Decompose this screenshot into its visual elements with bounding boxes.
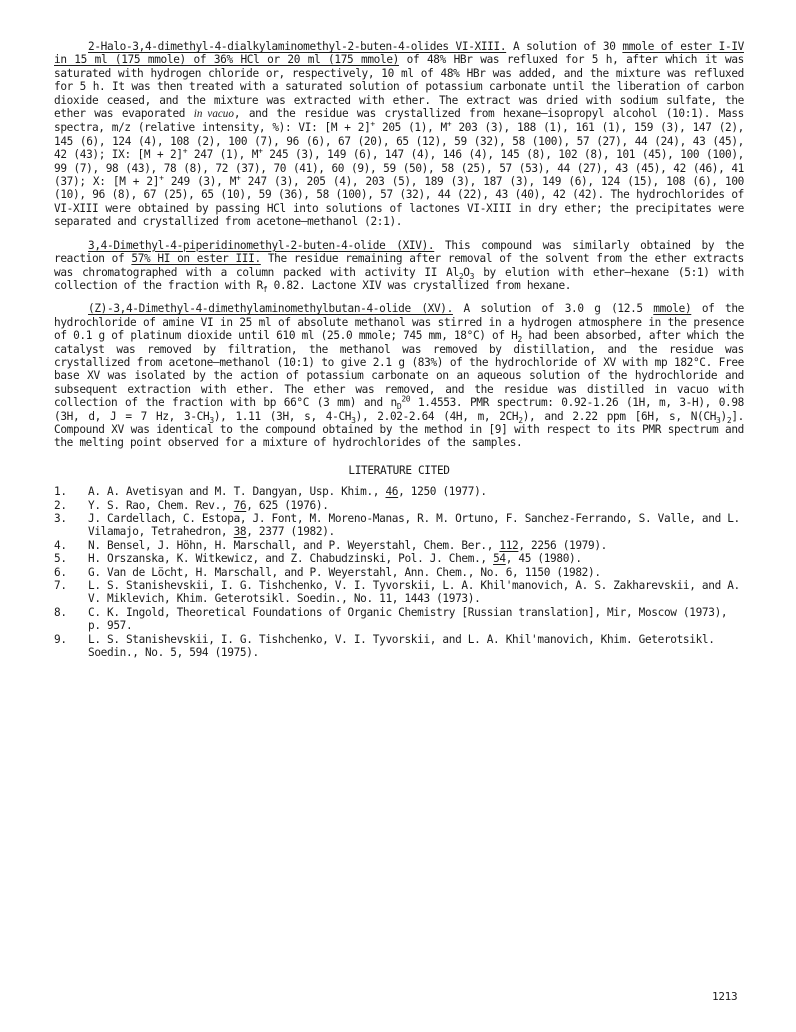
section-title-halo-butenolides: 2-Halo-3,4-dimethyl-4-dialkylaminomethyl-2-buten-4-olides VI-XIII. xyxy=(88,40,507,53)
reference-item xyxy=(54,566,744,579)
reference-item xyxy=(54,579,744,606)
paragraph-halo-butenolides: 2-Halo-3,4-dimethyl-4-dialkylaminomethyl-2-buten-4-olides VI-XIII. A solution of 30 mmole of ester I-IV in 15 ml (175 mmole) of 36% HCl or 20 ml (175 mmole) of 48% HBr was refluxed for 5 h, after which it was saturated with hydrogen chloride or, respectively, 10 ml of 48% HBr was added, and the mixture was refluxed for 5 h. It was then treated with a saturated solution of potassium carbonate until the liberation of carbon dioxide ceased, and the mixture was extracted with ether. The extract was dried with sodium sulfate, the ether was evaporated in vacuo, and the residue was crystallized from hexane–isopropyl alcohol (10:1). Mass spectra, m/z (relative intensity, %): VI: [M + 2]+ 205 (1), M+ 203 (3), 188 (1), 161 (1), 159 (3), 147 (2), 145 (6), 124 (4), 108 (2), 100 (7), 96 (6), 67 (20), 65 (12), 59 (32), 58 (100), 57 (27), 44 (24), 43 (45), 42 (43); IX: [M + 2]+ 247 (1), M+ 245 (3), 149 (6), 147 (4), 146 (4), 145 (8), 102 (8), 101 (45), 100 (100), 99 (7), 98 (43), 78 (8), 72 (37), 70 (41), 60 (9), 59 (50), 58 (25), 57 (53), 44 (27), 43 (45), 42 (46), 41 (37); X: [M + 2]+ 249 (3), M+ 247 (3), 205 (4), 203 (5), 189 (3), 187 (3), 149 (6), 124 (15), 108 (6), 100 (10), 96 (8), 67 (25), 65 (10), 59 (36), 58 (100), 57 (32), 44 (22), 43 (40), 42 (42). The hydrochlorides of VI-XIII were obtained by passing HCl into solutions of lactones VI-XIII in dry ether; the precipitates were separated and crystallized from acetone–methanol (2:1). xyxy=(54,40,745,229)
reference-text: L. S. Stanishevskii, I. G. Tishchenko, V. I. Tyvorskii, L. A. Khil'manovich, A. S. Zakharevskii, and A. V. Miklevich, Khim. Geterotsikl. Soedin., No. 11, 1443 (1973). xyxy=(88,579,740,606)
reference-number: 1. xyxy=(54,485,67,499)
page-body xyxy=(54,40,744,659)
reference-number: 3. xyxy=(54,512,67,525)
paragraph-piperidinomethyl-butenolide: 3,4-Dimethyl-4-piperidinomethyl-2-buten-4-olide (XIV). This compound was similarly obtained by the reaction of 57% HI on ester III. The residue remaining after removal of the solvent from the ether extracts was chromatographed with a column packed with activity II $Al_2O_3$ by elution with ether–hexane (5:1) with collection of the fraction with $R_f$ 0.82. Lactone XIV was crystallized from hexane. xyxy=(54,238,744,295)
reference-item xyxy=(54,539,744,552)
reference-text: Y. S. Rao, Chem. Rev., 76, 625 (1976). xyxy=(88,498,329,512)
reference-text: L. S. Stanishevskii, I. G. Tishchenko, V. I. Tyvorskii, and L. A. Khil'manovich, Khim. Geterotsikl. Soedin., No. 5, 594 (1975). xyxy=(88,632,715,660)
reference-text: H. Orszanska, K. Witkewicz, and Z. Chabudzinski, Pol. J. Chem., 54, 45 (1980). xyxy=(88,552,582,566)
reference-text: A. A. Avetisyan and M. T. Dangyan, Usp. Khim., 46, 1250 (1977). xyxy=(88,485,487,499)
reference-item xyxy=(54,499,744,512)
reference-number: 8. xyxy=(54,605,67,619)
reference-number: 9. xyxy=(54,632,67,646)
paragraph-dimethylaminomethyl-butanolide: (Z)-3,4-Dimethyl-4-dimethylaminomethylbutan-4-olide (XV). A solution of 3.0 g (12.5 mmole) of the hydrochloride of amine VI in 25 ml of absolute methanol was stirred in a hydrogen atmosphere in the presence of 0.1 g of platinum dioxide until 610 ml (25.0 mmole; 745 mm, 18°C) of $H_2$ had been absorbed, after which the catalyst was removed by filtration, the methanol was removed by distillation, and the residue was crystallized from acetone–methanol (10:1) to give 2.1 g (83%) of the hydrochloride of XV with mp 182°C. Free base XV was isolated by the action of potassium carbonate on an aqueous solution of the hydrochloride and subsequent extraction with ether. The ether was removed, and the residue was distilled in vacuo with collection of the fraction with bp 66°C (3 mm) and $n_D^{20}$ 1.4553. PMR spectrum: 0.92-1.26 (1H, m, 3-H), 0.98 (3H, d, J = 7 Hz, $3-CH_3$), 1.11 (3H, s, $4-CH_3$), 2.02-2.64 (4H, m, $2CH_2$), and 2.22 ppm [6H, s, $N(CH_3)_2$]. Compound XV was identical to the compound obtained by the method in [9] with respect to its PMR spectrum and the melting point observed for a mixture of hydrochlorides of the samples. xyxy=(54,302,745,450)
reference-text: N. Bensel, J. Höhn, H. Marschall, and P. Weyerstahl, Chem. Ber., 112, 2256 (1979). xyxy=(88,538,607,552)
reference-number: 5. xyxy=(54,552,67,566)
reference-text: J. Cardellach, C. Estopa, J. Font, M. Moreno-Manas, R. M. Ortuno, F. Sanchez-Ferrando, S. Valle, and L. Vilamajo, Tetrahedron, 38, 2377 (1982). xyxy=(88,512,740,539)
literature-heading: LITERATURE CITED xyxy=(348,463,450,477)
reference-item xyxy=(54,633,744,660)
reference-text: G. Van de Löcht, H. Marschall, and P. Weyerstahl, Ann. Chem., No. 6, 1150 (1982). xyxy=(88,565,601,579)
reference-number: 4. xyxy=(54,538,67,552)
reference-number: 7. xyxy=(54,579,67,593)
section-title-dimethylaminomethyl: (Z)-3,4-Dimethyl-4-dimethylaminomethylbutan-4-olide (XV). xyxy=(88,302,453,316)
reference-item xyxy=(54,606,744,633)
page-number: 1213 xyxy=(712,990,738,1003)
reference-item xyxy=(54,485,744,498)
reference-item xyxy=(54,512,744,539)
section-title-piperidinomethyl: 3,4-Dimethyl-4-piperidinomethyl-2-buten-4-olide (XIV). xyxy=(88,238,435,252)
reference-item xyxy=(54,552,744,565)
reference-list xyxy=(54,485,744,659)
reference-number: 2. xyxy=(54,498,67,512)
reference-number: 6. xyxy=(54,565,67,579)
reference-text: C. K. Ingold, Theoretical Foundations of Organic Chemistry [Russian translation], Mir, Moscow (1973), p. 957. xyxy=(88,605,728,633)
